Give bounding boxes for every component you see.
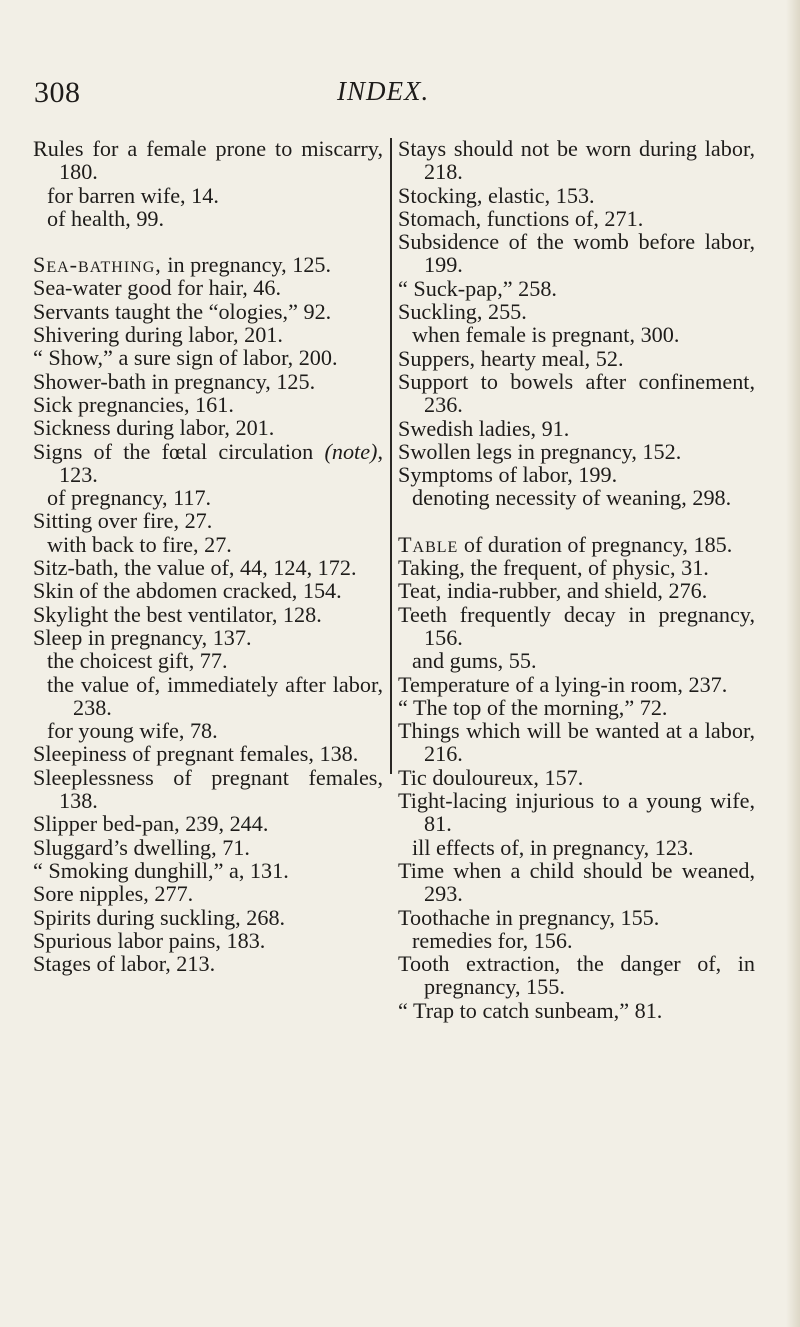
index-subentry <box>33 719 383 742</box>
index-entry <box>398 719 755 766</box>
index-entry <box>398 440 755 463</box>
entry-text: Skin of the abdomen cracked, 154. <box>33 578 342 604</box>
index-entry <box>398 556 755 579</box>
index-entry <box>398 673 755 696</box>
index-entry <box>33 626 383 649</box>
entry-text: ill effects of, in pregnancy, 123. <box>412 834 694 860</box>
index-entry <box>398 533 755 556</box>
index-entry <box>398 230 755 277</box>
entry-text: Tooth extraction, the danger of, in pregnancy, 155. <box>398 951 755 1000</box>
index-entry <box>398 463 755 486</box>
index-subentry <box>398 486 755 509</box>
entry-text: Shivering during labor, 201. <box>33 322 283 348</box>
entry-text: Sore nipples, 277. <box>33 881 194 907</box>
index-entry <box>33 253 383 276</box>
index-entry <box>33 766 383 813</box>
index-entry <box>398 277 755 300</box>
index-subentry <box>33 649 383 672</box>
entry-text: Sleeplessness of pregnant females, 138. <box>33 764 383 814</box>
entry-text: of health, 99. <box>47 205 165 231</box>
index-entry <box>33 346 383 369</box>
index-entry <box>33 812 383 835</box>
running-head: INDEX. <box>337 76 430 106</box>
index-entry <box>398 603 755 650</box>
entry-text: Sick pregnancies, 161. <box>33 391 234 417</box>
index-entry <box>33 603 383 626</box>
index-entry <box>398 906 755 929</box>
entry-text: Sleep in pregnancy, 137. <box>33 624 252 650</box>
index-entry <box>33 416 383 439</box>
index-subentry <box>33 184 383 207</box>
entry-text: Rules for a female prone to miscarry, 180. <box>33 136 383 185</box>
index-entry <box>398 696 755 719</box>
page-header <box>0 76 800 116</box>
index-entry <box>33 300 383 323</box>
index-entry <box>33 579 383 602</box>
index-entry <box>398 370 755 417</box>
index-entry <box>398 999 755 1022</box>
entry-text: Toothache in pregnancy, 155. <box>398 904 660 930</box>
entry-lead-word: Table <box>398 531 459 557</box>
column-divider <box>390 138 392 774</box>
index-subentry <box>398 836 755 859</box>
entry-text: for young wife, 78. <box>47 718 218 744</box>
index-entry <box>33 556 383 579</box>
entry-text: Subsidence of the womb before labor, 199. <box>398 229 755 278</box>
page-edge-shadow <box>786 0 800 1327</box>
entry-text: with back to fire, 27. <box>47 531 232 557</box>
entry-text: “ Trap to catch sunbeam,” 81. <box>398 997 663 1023</box>
entry-text: Spurious labor pains, 183. <box>33 927 266 953</box>
index-entry <box>33 929 383 952</box>
entry-text: Tight-lacing injurious to a young wife, 81. <box>398 788 755 837</box>
entry-text: Shower-bath in pregnancy, 125. <box>33 368 316 394</box>
entry-text: Temperature of a lying-in room, 237. <box>398 671 728 697</box>
index-entry <box>398 766 755 789</box>
entry-text: Symptoms of labor, 199. <box>398 462 618 488</box>
entry-text: Spirits during suckling, 268. <box>33 904 286 930</box>
index-subentry <box>33 486 383 509</box>
index-entry <box>33 906 383 929</box>
entry-text: Sleepiness of pregnant females, 138. <box>33 741 359 767</box>
entry-text: Servants taught the “ologies,” 92. <box>33 298 332 324</box>
index-entry <box>33 370 383 393</box>
index-subentry <box>398 649 755 672</box>
entry-text: Slipper bed-pan, 239, 244. <box>33 811 269 837</box>
index-entry <box>398 137 755 184</box>
index-entry <box>33 509 383 532</box>
index-entry <box>33 952 383 975</box>
index-entry <box>398 952 755 999</box>
entry-text: the value of, immediately after labor, 238. <box>47 671 383 720</box>
entry-text: the choicest gift, 77. <box>47 648 228 674</box>
entry-text: “ Suck-pap,” 258. <box>398 275 557 301</box>
entry-tail: , 123. <box>59 438 383 487</box>
entry-text: Sitz-bath, the value of, 44, 124, 172. <box>33 555 357 581</box>
entry-text: Suppers, hearty meal, 52. <box>398 345 624 371</box>
entry-text: when female is pregnant, 300. <box>412 322 680 348</box>
entry-text: and gums, 55. <box>412 648 537 674</box>
entry-text: “ Show,” a sure sign of labor, 200. <box>33 345 338 371</box>
index-subentry <box>398 929 755 952</box>
index-entry <box>398 300 755 323</box>
index-subentry <box>33 207 383 230</box>
index-column-right <box>398 137 755 1022</box>
entry-note: (note) <box>324 438 378 464</box>
index-column-left <box>33 137 383 975</box>
entry-text: Teat, india-rubber, and shield, 276. <box>398 578 708 604</box>
entry-text: Time when a child should be weaned, 293. <box>398 857 755 907</box>
entry-text: remedies for, 156. <box>412 927 573 953</box>
entry-text: “ Smoking dunghill,” a, 131. <box>33 857 289 883</box>
entry-text: Support to bowels after confinement, 236. <box>398 368 755 418</box>
entry-text: for barren wife, 14. <box>47 182 219 208</box>
index-entry <box>398 347 755 370</box>
index-entry <box>33 742 383 765</box>
entry-text: Sea-water good for hair, 46. <box>33 275 282 301</box>
index-entry <box>33 137 383 184</box>
index-subentry <box>398 323 755 346</box>
entry-text: Sluggard’s dwelling, 71. <box>33 834 250 860</box>
entry-text: Suckling, 255. <box>398 299 527 325</box>
index-entry <box>33 859 383 882</box>
entry-text: of pregnancy, 117. <box>47 485 212 511</box>
entry-text: in pregnancy, 125. <box>161 252 332 278</box>
index-entry <box>33 440 383 487</box>
entry-text: Tic douloureux, 157. <box>398 764 584 790</box>
index-entry <box>398 207 755 230</box>
entry-text: Swollen legs in pregnancy, 152. <box>398 438 682 464</box>
entry-text: Stays should not be worn during labor, 218. <box>398 136 755 185</box>
entry-text: denoting necessity of weaning, 298. <box>412 485 732 511</box>
entry-text: Skylight the best ventilator, 128. <box>33 601 322 627</box>
entry-text: Stomach, functions of, 271. <box>398 205 644 231</box>
index-subentry <box>33 673 383 720</box>
entry-text: Signs of the fœtal circulation <box>33 438 314 464</box>
entry-text: Swedish ladies, 91. <box>398 415 570 441</box>
entry-text: Sitting over fire, 27. <box>33 508 213 534</box>
entry-text: of duration of pregnancy, 185. <box>458 531 733 557</box>
index-entry <box>398 789 755 836</box>
index-entry <box>398 417 755 440</box>
entry-text: Teeth frequently decay in pregnancy, 156. <box>398 601 755 650</box>
index-entry <box>33 882 383 905</box>
index-entry <box>398 184 755 207</box>
page-number: 308 <box>34 76 81 109</box>
entry-text: “ The top of the morning,” 72. <box>398 694 668 720</box>
index-entry <box>33 393 383 416</box>
index-entry <box>398 859 755 906</box>
entry-text: Stocking, elastic, 153. <box>398 182 595 208</box>
index-entry <box>33 276 383 299</box>
entry-text: Things which will be wanted at a labor, 216. <box>398 718 755 767</box>
entry-lead-word: Sea-bathing, <box>33 252 162 278</box>
index-subentry <box>33 533 383 556</box>
index-entry <box>398 579 755 602</box>
entry-text: Taking, the frequent, of physic, 31. <box>398 555 709 581</box>
index-entry <box>33 323 383 346</box>
index-entry <box>33 836 383 859</box>
entry-text: Sickness during labor, 201. <box>33 415 275 441</box>
entry-text: Stages of labor, 213. <box>33 951 216 977</box>
